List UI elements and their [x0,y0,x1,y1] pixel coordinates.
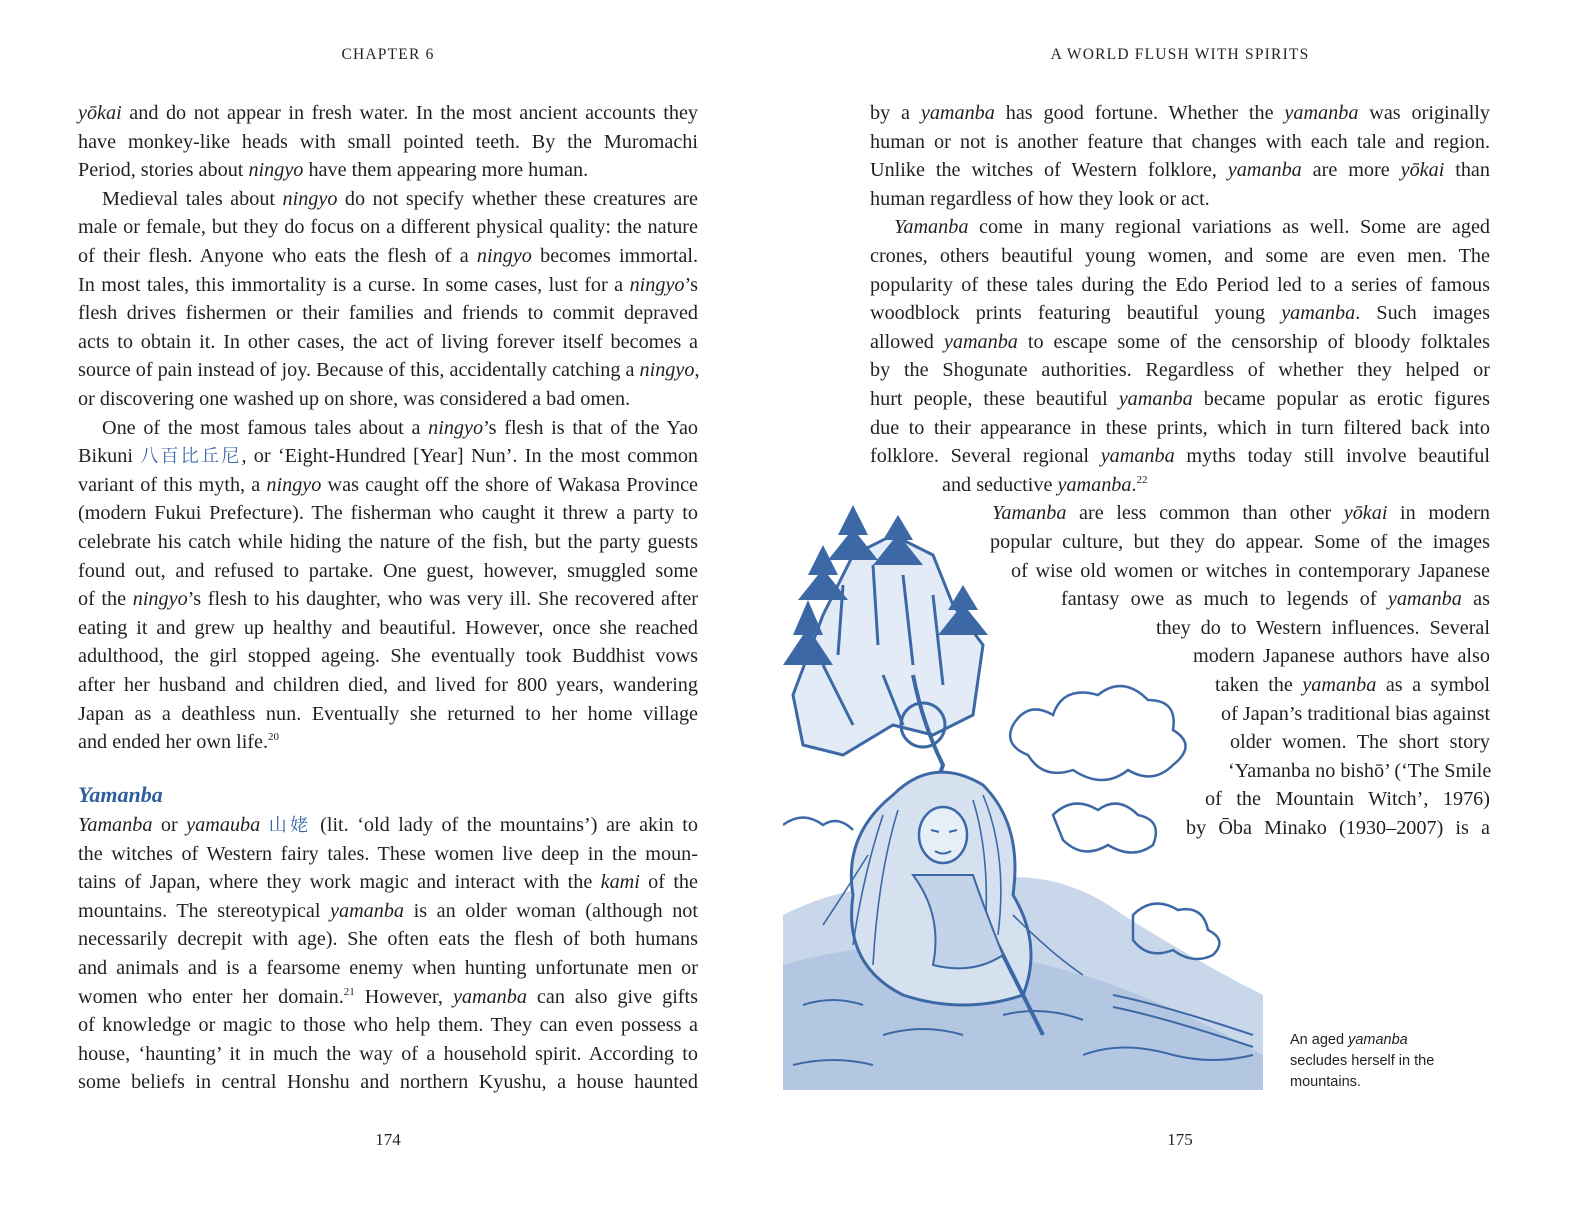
body-line: ‘Yamanba no bishō’ (‘The Smile [1228,759,1492,782]
page-number-left: 174 [375,1130,401,1149]
body-line: by Ōba Minako (1930–2007) is a [1186,817,1490,839]
body-line: Bikuni 八百比丘尼, or ‘Eight-Hundred [Year] Nun’. In the most common [78,445,699,468]
body-line: women who enter her domain.$^{21}$ However, yamanba can also give gifts [78,985,698,1008]
body-line: some beliefs in central Honshu and northern Kyushu, a house haunted [78,1071,698,1094]
body-line: taken the yamanba as a symbol [1215,674,1490,696]
body-line: the witches of Western fairy tales. These women live deep in the moun- [78,842,698,865]
body-line: or discovering one washed up on shore, was considered a bad omen. [78,388,631,410]
body-line: modern Japanese authors have also [1193,645,1490,668]
body-line: fantasy owe as much to legends of yamanba as [1061,588,1490,611]
body-line: of the ningyo’s flesh to his daughter, who was very ill. She recovered after [78,588,699,611]
body-line: after her husband and children died, and lived for 800 years, wandering [78,674,698,696]
body-line: of their flesh. Anyone who eats the flesh of a ningyo becomes immortal. [78,245,698,267]
body-line: woodblock prints featuring beautiful young yamanba. Such images [870,302,1490,325]
body-line: of Japan’s traditional bias against [1221,702,1491,725]
body-line: they do to Western influences. Several [1156,616,1490,639]
body-line: variant of this myth, a ningyo was caught off the shore of Wakasa Province [78,473,698,496]
body-line: In most tales, this immortality is a curse. In some cases, lust for a ningyo’s [78,273,698,296]
body-line: of wise old women or witches in contemporary Japanese [1011,559,1490,582]
yamanba-illustration [783,495,1263,1090]
body-line: acts to obtain it. In other cases, the act of living forever itself becomes a [78,330,698,353]
body-line: source of pain instead of joy. Because of this, accidentally catching a ningyo, [78,359,700,382]
page-number-right: 175 [1167,1130,1193,1149]
body-line: and animals and is a fearsome enemy when hunting unfortunate men or [78,957,698,979]
body-line: Yamanba are less common than other yōkai in modern [992,502,1490,525]
body-line: popularity of these tales during the Edo Period led to a series of famous [870,273,1490,296]
body-line: male or female, but they do focus on a different physical quality: the nature [78,216,698,239]
body-line: of the Mountain Witch’, 1976) [1205,788,1490,811]
body-line: folklore. Several regional yamanba myths today still involve beautiful [870,445,1490,468]
body-line: found out, and refused to partake. One guest, however, smuggled some [78,559,698,582]
body-line: and ended her own life.$^{20}$ [78,731,280,754]
body-line: by a yamanba has good fortune. Whether the yamanba was originally [870,102,1491,124]
section-heading-yamanba: Yamanba [78,782,163,807]
body-line: hurt people, these beautiful yamanba became popular as erotic figures [870,388,1490,410]
body-line: Period, stories about ningyo have them appearing more human. [78,159,589,182]
body-line: (modern Fukui Prefecture). The fisherman who caught it threw a party to [78,502,698,525]
body-line: popular culture, but they do appear. Some of the images [990,531,1490,553]
body-line: Yamanba come in many regional variations as well. Some are aged [894,216,1490,239]
body-line: of knowledge or magic to those who help them. They can even possess a [78,1014,698,1037]
body-line: and seductive yamanba.$^{22}$ [942,473,1148,496]
body-line: human regardless of how they look or act. [870,187,1210,210]
body-line: adulthood, the girl stopped ageing. She eventually took Buddhist vows [78,645,698,668]
body-line: Medieval tales about ningyo do not specify whether these creatures are [102,187,698,210]
body-line: by the Shogunate authorities. Regardless of whether they helped or [870,359,1490,382]
body-line: yōkai and do not appear in fresh water. In the most ancient accounts they [78,102,698,124]
body-line: Japan as a deathless nun. Eventually she returned to her home village [78,702,698,725]
body-line: allowed yamanba to escape some of the censorship of bloody folktales [870,330,1490,353]
body-line: One of the most famous tales about a ningyo’s flesh is that of the Yao [102,416,698,439]
left-page [0,0,790,1212]
running-head-right: A WORLD FLUSH WITH SPIRITS [1050,46,1310,63]
body-line: due to their appearance in these prints, which in turn filtered back into [870,416,1490,439]
body-line: mountains. The stereotypical yamanba is an older woman (although not [78,899,698,922]
body-line: older women. The short story [1230,731,1490,754]
figure-caption: An aged yamanba secludes herself in the mountains. [1290,1032,1435,1090]
body-line: tains of Japan, where they work magic and interact with the kami of the [78,871,698,894]
body-line: flesh drives fishermen or their families and friends to commit depraved [78,302,698,325]
body-line: celebrate his catch while hiding the nature of the fish, but the party guests [78,531,698,553]
body-line: have monkey-like heads with small pointed teeth. By the Muromachi [78,130,698,153]
body-line: eating it and grew up healthy and beautiful. However, once she reached [78,616,698,639]
body-line: human or not is another feature that changes with each tale and region. [870,130,1490,153]
body-line: Unlike the witches of Western folklore, yamanba are more yōkai than [870,159,1490,182]
body-line: Yamanba or yamauba 山姥 (lit. ‘old lady of the mountains’) are akin to [78,814,699,836]
body-line: necessarily decrepit with age). She often eats the flesh of both humans [78,928,698,951]
body-line: crones, others beautiful young women, and some are even men. The [870,245,1490,267]
running-head-left: CHAPTER 6 [341,46,435,63]
body-line: house, ‘haunting’ it in much the way of a household spirit. According to [78,1042,698,1065]
